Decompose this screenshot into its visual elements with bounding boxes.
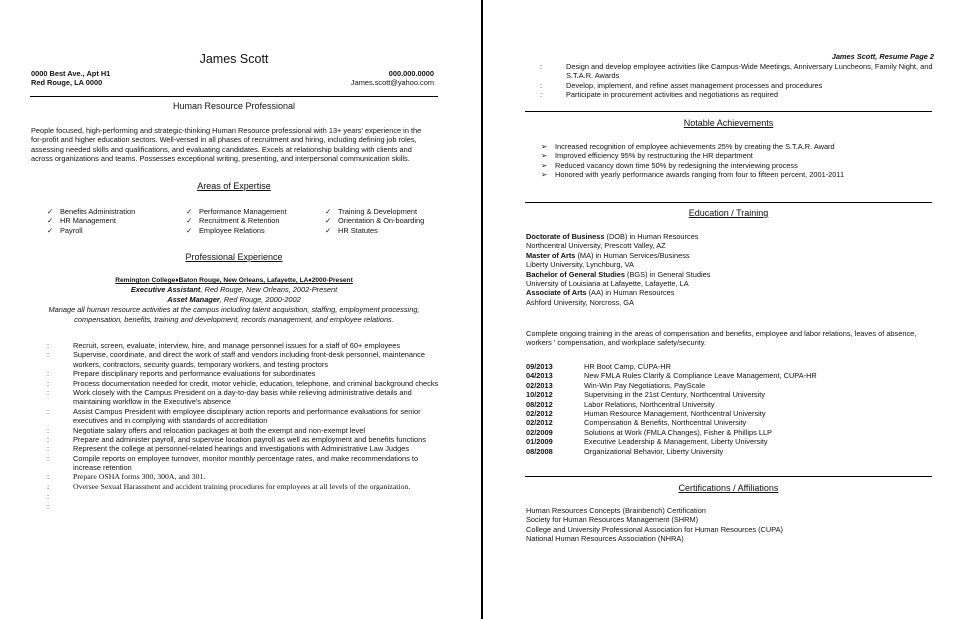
employer-line: Remington College♦Baton Rouge, New Orleans, Lafayette, LA♦2000-Present [115,277,353,284]
role-line-2: Asset Manager, Red Rouge, 2000-2002 [167,294,301,304]
list-item: : Supervise, coordinate, and direct the work of staff and vendors including front-desk personnel, maintenance workers, contractors, security guards, temporary workers, and testing proctors [47,350,425,369]
check-icon: ✓ [186,225,193,235]
list-item: : Prepare and administer payroll, and supervise location payroll as well as employment and benefits functions [47,434,426,444]
training-timeline [526,362,931,456]
list-item: : Prepare disciplinary reports and performance evaluations for subordinates [47,369,316,379]
certifications-heading: Certifications / Affiliations [678,483,779,493]
page-2-header: James Scott, Resume Page 2 [831,52,934,61]
list-item: : Process documentation needed for credit, motor vehicle, education, telephone, and criminal background checks [47,378,439,388]
list-item: : Develop, implement, and refine asset management processes and procedures [540,80,823,90]
empty-list-item: : [47,501,50,511]
list-item: : Assist Campus President with employee disciplinary action reports and performance evaluations for senior executives and in complying with standards of accreditation [47,406,421,426]
expertise-item: ✓ Training & Development [325,207,418,216]
list-item: : Design and develop employee activities like Campus-Wide Meetings, Anniversary Luncheons, Family Night, and S.T.A.R. Awards [540,62,933,81]
school-line: Ashford University, Norcross, GA [526,297,634,307]
empty-list-item: : [47,492,50,502]
table-row: 02/2009 Solutions at Work (FMLA Changes), Fisher & Phillips LLP [526,427,772,437]
address-line-2: Red Rouge, LA 0000 [31,78,103,88]
contact-address [31,69,110,88]
check-icon: ✓ [186,216,193,226]
list-item: : Participate in procurement activities and negotiations as required [540,90,778,100]
table-row: 04/2013 New FMLA Rules Clarify & Compliance Leave Management, CUPA-HR [526,371,817,381]
list-item: : Prepare OSHA forms 300, 300A, and 301. [47,472,206,482]
table-row: 02/2013 Win-Win Pay Negotiations, PayScale [526,380,706,390]
section-rule [525,202,932,203]
expertise-item: ✓ Recruitment & Retention [186,216,280,226]
table-row: 08/2012 Labor Relations, Northcentral University [526,399,715,409]
phone-number: 000.000.0000 [388,69,434,78]
check-icon: ✓ [47,225,54,235]
email-address: James.scott@yahoo.com [350,78,434,88]
list-item: : Negotiate salary offers and relocation packages at both the exempt and non-exempt level [47,425,365,435]
list-item: Society for Human Resources Management (SHRM) [526,515,699,525]
check-icon: ✓ [325,207,332,216]
arrow-icon: ➢ [541,151,548,161]
list-item: : Work closely with the Campus President on a day-to-day basis while relieving administrative details and maintaining workflow in the Executive's absence [47,387,412,407]
check-icon: ✓ [186,207,193,216]
achievements-list [541,142,931,180]
certifications-list [526,506,931,544]
table-row: 10/2012 Supervising in the 21st Century, Northcentral University [526,390,766,400]
list-item: ➢ Reduced vacancy down time 50% by redesigning the interviewing process [541,160,798,170]
summary-paragraph: People focused, high-performing and strategic-thinking Human Resource professional with 13+ years' experience in the for-profit and higher education sectors. Well-versed in all phases of recruitment and hiring, including defining job roles, assessing needed skills and qualifications, and evaluating candidates. Excels at relationship building with clients and across organizations and teams. Possesses exceptional writing, presenting, and interpersonal communication skills. [31,126,422,164]
expertise-item: ✓ Payroll [47,225,83,235]
school-line: University of Louisiana at Lafayette, Lafayette, LA [526,278,689,288]
check-icon: ✓ [47,216,54,226]
check-icon: ✓ [325,225,332,235]
list-item: : Represent the college at personnel-related hearings and investigations with Administrative Law Judges [47,444,410,454]
page-divider [481,0,483,619]
contact-info [330,69,434,88]
table-row: 02/2012 Human Resource Management, Northcentral University [526,408,766,418]
degree-line: Bachelor of General Studies (BGS) in General Studies [526,269,711,279]
headline: Human Resource Professional [172,101,296,111]
role-line-1: Executive Assistant, Red Rouge, New Orleans, 2002-Present [130,285,338,295]
school-line: Liberty University, Lynchburg, VA [526,260,634,270]
list-item: College and University Professional Association for Human Resources (CUPA) [526,524,784,534]
achievements-heading: Notable Achievements [683,118,774,128]
degree-line: Master of Arts (MA) in Human Services/Business [526,250,690,260]
list-item: : Oversee Sexual Harassment and accident training procedures for employees at all levels of the organization. [47,482,411,492]
check-icon: ✓ [47,207,54,216]
list-item: ➢ Increased recognition of employee achievements 25% by creating the S.T.A.R. Award [541,142,835,151]
table-row: 02/2012 Compensation & Benefits, Northcentral University [526,418,747,428]
list-item: ➢ Improved efficiency 95% by restructuring the HR department [541,151,753,161]
arrow-icon: ➢ [541,142,548,151]
degrees-block [526,232,931,307]
list-item: : Compile reports on employee turnover, monitor monthly percentage rates, and make recommendations to increase retention [47,453,419,473]
expertise-list [47,207,455,235]
school-line: Northcentral University, Prescott Valley, AZ [526,241,666,251]
address-line-1: 0000 Best Ave., Apt H1 [31,69,111,78]
check-icon: ✓ [325,216,332,226]
expertise-heading: Areas of Expertise [197,181,271,191]
duties-list [47,341,440,511]
arrow-icon: ➢ [541,170,548,180]
section-rule [525,111,932,112]
experience-heading: Professional Experience [185,252,283,262]
role-summary: Manage all human resource activities at the campus including talent acquisition, staffing, employment processing, compensation, benefits, training and development, records management, and employee relations. [48,305,420,324]
header-rule [30,96,438,97]
table-row: 09/2013 HR Boot Camp, CUPA-HR [526,362,671,371]
list-item: Human Resources Concepts (Brainbench) Certification [526,506,706,515]
degree-line: Doctorate of Business (DOB) in Human Resources [526,232,699,241]
list-item: ➢ Honored with yearly performance awards ranging from four to fifteen percent, 2001-2011 [541,170,845,180]
candidate-name: James Scott [199,52,269,66]
employer-block [30,277,438,324]
section-rule [525,476,932,477]
degree-line: Associate of Arts (AA) in Human Resources [526,288,675,298]
duties-continued-list [540,62,935,100]
expertise-item: ✓ HR Statutes [325,225,378,235]
list-item: National Human Resources Association (NHRA) [526,534,684,544]
expertise-item: ✓ Orientation & On-boarding [325,216,425,226]
resume-page-2 [484,0,957,619]
expertise-item: ✓ Benefits Administration [47,207,136,216]
expertise-item: ✓ Performance Management [186,207,287,216]
education-heading: Education / Training [688,208,769,218]
expertise-item: ✓ HR Management [47,216,116,226]
training-note: Complete ongoing training in the areas of compensation and benefits, employee and labor relations, leaves of absence, workers ' compensation, and workplace safety/security. [526,329,917,348]
arrow-icon: ➢ [541,160,548,170]
list-item: : Recruit, screen, evaluate, interview, hire, and manage personnel issues for a staff of 60+ employees [47,341,401,350]
table-row: 01/2009 Executive Leadership & Management, Liberty University [526,437,768,447]
table-row: 08/2008 Organizational Behavior, Liberty University [526,446,724,456]
expertise-item: ✓ Employee Relations [186,225,265,235]
